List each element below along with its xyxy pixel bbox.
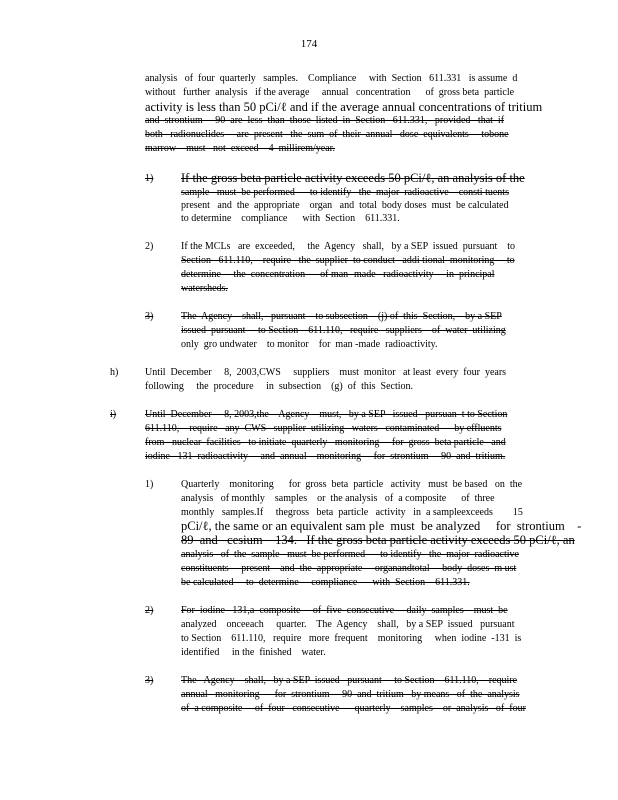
- deleted-text-line: and strontium 90 are less than those listed in Section 611.331, provided that if: [145, 115, 505, 126]
- deleted-text-line: marrow must not exceed 4 millirem/year.: [145, 143, 335, 154]
- text-line: If the MCLs are exceeded, the Agency shall, by a SEP issued pursuant to: [181, 241, 516, 252]
- deleted-text-line: watersheds.: [181, 283, 228, 294]
- deleted-text-line: analysis of the sample must be performed to identify the major radioactive: [181, 549, 519, 560]
- text-line: to Section 611.110, require more frequent monitoring when iodine -131 is: [181, 633, 522, 644]
- deleted-text-line: iodine 131 radioactivity and annual monitoring for strontium 90 and tritium.: [145, 451, 506, 462]
- deleted-text-line: of a composite of four consecutive quarterly samples or analysis of four: [181, 703, 526, 714]
- text-line: analysis of four quarterly samples. Compliance with Section 611.331 is assume d: [145, 73, 518, 84]
- page-number: 174: [300, 38, 318, 50]
- text-line: following the procedure in subsection (g) of this Section.: [145, 381, 414, 392]
- text-line: identified in the finished water.: [181, 647, 326, 658]
- item-marker: h): [110, 367, 119, 378]
- deleted-text-line: 611.110, require any CWS supplier utilizing waters contaminated by effluents: [145, 423, 502, 434]
- item-marker: 2): [145, 241, 154, 252]
- text-line: Until December 8, 2003,CWS suppliers must monitor at least every four years: [145, 367, 507, 378]
- text-line: analysis of monthly samples or the analysis of a composite of three: [181, 493, 495, 504]
- deleted-text-line: If the gross beta particle activity exceeds 50 pCi/ℓ, an analysis of the: [181, 171, 525, 185]
- text-line: without further analysis if the average annual concentration of gross beta particle: [145, 87, 515, 98]
- text-line: to determine compliance with Section 611.331.: [181, 213, 400, 224]
- text-line: only gro undwater to monitor for man -made radioactivity.: [181, 339, 438, 350]
- item-marker: 3): [145, 675, 154, 686]
- deleted-text-line: The Agency shall, pursuant to subsection (j) of this Section, by a SEP: [181, 311, 502, 322]
- deleted-text-line: be calculated to determine compliance with Section 611.331.: [181, 577, 470, 588]
- text-line: analyzed onceeach quarter. The Agency shall, by a SEP issued pursuant: [181, 619, 515, 630]
- deleted-text-line: The Agency shall, by a SEP issued pursuant to Section 611.110, require: [181, 675, 518, 686]
- item-marker: 1): [145, 173, 154, 184]
- text-line: present and the appropriate organ and total body doses must be calculated: [181, 200, 509, 211]
- deleted-text-line: from nuclear facilities to initiate quarterly monitoring for gross beta particle and: [145, 437, 506, 448]
- deleted-text-line: constituents present and the appropriate organandtotal body doses m ust: [181, 563, 517, 574]
- text-line: Quarterly monitoring for gross beta particle activity must be based on the: [181, 479, 523, 490]
- deleted-text-line: issued pursuant to Section 611.110, require suppliers of water utilizing: [181, 325, 506, 336]
- deleted-text-line: sample must be performed to identify the major radioactive consti tuents: [181, 187, 509, 198]
- deleted-text-line: both radionuclides are present the sum of their annual dose equivalents tobone: [145, 129, 509, 140]
- inserted-text-line: activity is less than 50 pCi/ℓ and if the average annual concentrations of tritium: [145, 100, 543, 114]
- deleted-text-line: annual monitoring for strontium 90 and tritium by means of the analysis: [181, 689, 520, 700]
- deleted-text-line: Section 611.110, require the supplier to conduct addi tional monitoring to: [181, 255, 515, 266]
- deleted-text-line: For iodine 131,a composite of five consecutive daily samples must be: [181, 605, 508, 616]
- item-marker: 3): [145, 311, 154, 322]
- deleted-text-line: Until December 8, 2003,the Agency must, by a SEP issued pursuan t to Section: [145, 409, 508, 420]
- item-marker: 2): [145, 605, 154, 616]
- inserted-text-line: pCi/ℓ, the same or an equivalent sam ple must be analyzed for strontium -: [181, 519, 582, 533]
- item-marker: 1): [145, 479, 154, 490]
- deleted-text-line: 89 and cesium 134. If the gross beta particle activity exceeds 50 pCi/ℓ, an: [181, 533, 575, 547]
- deleted-text-line: determine the concentration of man -made radioactivity in principal: [181, 269, 495, 280]
- item-marker: i): [110, 409, 117, 420]
- text-line: monthly samples.If thegross beta particle activity in a sampleexceeds 15: [181, 507, 523, 518]
